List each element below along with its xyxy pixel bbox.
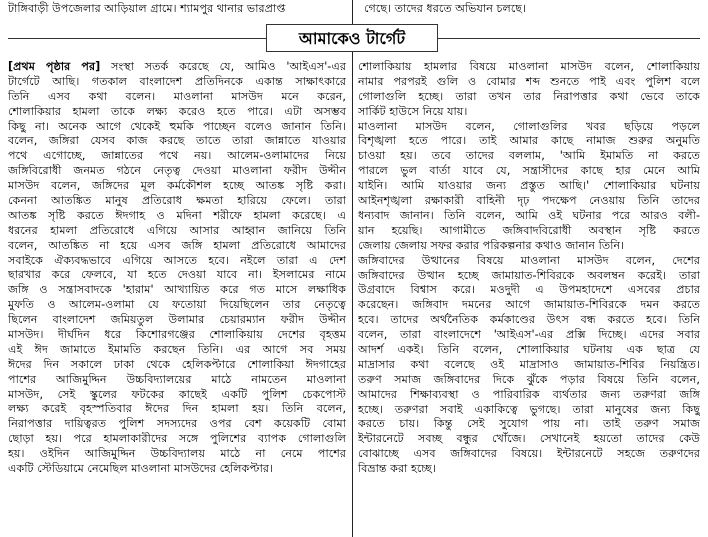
article-line: বিশৃঙ্খলা হতে পারে। তাই আমার কাছে নামাজ শুরুর অনুমতি [358, 134, 700, 148]
article-line: মুফতি ও আলেম-ওলামা যে ফতোয়া দিয়েছিলেন তার নেতৃত্বে [8, 298, 346, 312]
article-column-left [8, 60, 346, 532]
article-line: লক্ষ্য করেই বৃহস্পতিবার ঈদের দিন হামলা হয়। তিনি বলেন, [8, 402, 346, 416]
article-line: এই ঈদ জামাতে ইমামতি করছেন তিনি। এর আগে সব সময় [8, 342, 346, 356]
article-line-text: সংস্থা সতর্ক করেছে যে, আমিও 'আইএস'-এর [111, 60, 346, 73]
article-line: শোলাকিয়ার হামলা তাকে লক্ষ্য করেও হতে পারে। এটা অসম্ভব [8, 104, 346, 118]
headline-rule-right [438, 38, 700, 39]
article-line: আমাদের শিক্ষাব্যবস্থা ও পারিবারিক ব্যর্থতার জন্য তরুণরা জঙ্গি [358, 387, 700, 401]
article-line: নামার পরপরই গুলি ও বোমার শব্দ শুনতে পাই এবং পুলিশ বলে [358, 74, 700, 88]
article-line: টার্গেটে আছি। গতকাল বাংলাদেশ প্রতিদিনকে একান্ত সাক্ষাৎকারে [8, 74, 346, 88]
article-line: ইন্টারনেটে সবচ্ছ বন্ধুর খোঁজে। সেখানেই হয়তো তাদের কেউ [358, 432, 700, 446]
article-line: মাসউদ, সেই স্কুলের ফটকের কাছেই একটি পুলিশ চেকপোস্ট [8, 387, 346, 401]
top-strip-left-text: টাঙ্গিবাড়ী উপজেলার আড়িয়াল গ্রামে। শ্যামপুর থানার ভারপ্রাপ্ত [8, 2, 286, 15]
article-line: ধরনের হামলা প্রতিরোধে এগিয়ে আসার আহ্বান জানিয়ে তিনি [8, 223, 346, 237]
headline-band [0, 24, 708, 54]
article-line: তরুণ সমাজ জঙ্গিবাদের দিকে ঝুঁকে পড়ার বিষয়ে তিনি বলেন, [358, 372, 700, 386]
article-line: বলেন, জঙ্গিরা যেসব কাজ করছে তাতে তারা জান্নাতে যাওয়ার [8, 134, 346, 148]
article-line: নিরাপত্তার দায়িত্বরত পুলিশ সদস্যদের ওপর বেশ কয়েকটি বোমা [8, 417, 346, 431]
article-line: ছারখার করে ফেলবে, যা হতে দেওয়া যাবে না। ইসলামের নামে [8, 268, 346, 282]
previous-story-tail [8, 0, 700, 22]
article-line: পারলে ভুল বার্তা যাবে যে, সন্ত্রাসীদের কাছে হার মেনে আমি [358, 164, 700, 178]
article-column-right [358, 60, 700, 532]
article-line: পথে এগোচ্ছে, জান্নাতের পথে নয়। আলেম-ওলামাদের নিয়ে [8, 149, 346, 163]
article-line: হচ্ছে। তরুণরা সবাই একাকিত্বে ভুগছে। তারা মানুষের জন্য কিছু [358, 402, 700, 416]
article-line: হবে। তাদের অর্থনৈতিক কর্মকাণ্ডের উৎস বন্ধ করতে হবে। তিনি [358, 313, 700, 327]
article-line: ছোড়া হয়। পরে হামলাকারীদের সঙ্গে পুলিশের ব্যাপক গোলাগুলি [8, 432, 346, 446]
article-line: করেছেন। জঙ্গিবাদ দমনের আগে জামায়াত-শিবিরকে দমন করতে [358, 298, 700, 312]
article-line: সার্কিট হাউসে নিয়ে যায়। [358, 104, 468, 118]
article-line: বোঝাচ্ছে এসব জঙ্গিবাদের বিষয়ে। ইন্টারনেটে সহজে তরুণদের [358, 447, 700, 461]
article-line: ঈদের দিন সকালে ঢাকা থেকে হেলিকপ্টারে শোলাকিয়া ঈদগাহের [8, 357, 346, 371]
headline: আমাকেও টার্গেট [266, 24, 438, 52]
article-line: জঙ্গিবাদের উত্থানের বিষয়ে মাওলানা মাসউদ বলেন, দেশের [358, 253, 700, 267]
article-line: বিভ্রান্ত করা হচ্ছে। [358, 462, 436, 476]
article-line: মাওলানা মাসউদ বলেন, গোলাগুলির খবর ছড়িয়ে পড়লে [358, 119, 700, 133]
article-line: একটি স্টেডিয়ামে নেমেছিল মাওলানা মাসউদের হেলিকপ্টার। [8, 462, 273, 476]
article-line: আইনশৃঙ্খলা রক্ষাকারী বাহিনী দৃঢ় পদক্ষেপ নেওয়ায় তিনি তাদের [358, 194, 700, 208]
article-line: মাসউদ বলেন, জঙ্গিদের মূল কর্মকৌশল হচ্ছে আতঙ্ক সৃষ্টি করা। [8, 179, 346, 193]
article-line: হয়। ওইদিন আজিমুদ্দিন উচ্চবিদ্যালয় মাঠে না নেমে পাশের [8, 447, 346, 461]
top-strip-right-text: গেছে। তাদের ধরতে অভিযান চলছে। [364, 2, 527, 15]
article-line: আদর্শ একই। তিনি বলেন, শোলাকিয়ার ঘটনায় এক ছাত্র যে [358, 342, 700, 356]
article-line [8, 60, 346, 75]
article-line: ছিলেন বাংলাদেশ জমিয়তুল উলামার চেয়ারম্যান ফরীদ উদ্দীন [8, 313, 346, 327]
article-line: বলেন, তারা বাংলাদেশে 'আইএস'-এর প্রক্সি দিচ্ছে। এদের সবার [358, 328, 700, 342]
column-divider [352, 0, 353, 537]
article-line: য়ান হয়েছি। আগামীতে জঙ্গিবাদবিরোধী অবস্থান সৃষ্টি করতে [358, 223, 700, 237]
article-line: কিছু না। অনেক আগে থেকেই হুমকি পাচ্ছেন বলেও জানান তিনি। [8, 119, 346, 133]
article-line: কেননা আতঙ্কিত মানুষ প্রতিরোধ ক্ষমতা হারিয়ে ফেলে। তারা [8, 194, 346, 208]
article-line: যাইনি। আমি যাওয়ার জন্য প্রস্তুত আছি।' শোলাকিয়ার ঘটনায় [358, 179, 700, 193]
article-line: মাসউদ। দীর্ঘদিন ধরে কিশোরগঞ্জের শোলাকিয়ায় দেশের বৃহত্তম [8, 328, 346, 342]
article-line: বলেন, আতঙ্কিত না হয়ে এসব জঙ্গি হামলা প্রতিরোধে আমাদের [8, 238, 346, 252]
article-line: চাওয়া হয়। তবে তাদের বললাম, 'আমি ইমামতি না করতে [358, 149, 700, 163]
article-line: জেলায় জেলায় সফর করার পরিকল্পনার কথাও জানান তিনি। [358, 238, 625, 252]
article-line: শোলাকিয়ায় হামলার বিষয়ে মাওলানা মাসউদ বলেন, শোলাকিয়ায় [358, 60, 700, 73]
article-line: করতে চায়। কিন্তু সেই সুযোগ পায় না। তাই তরুণ সমাজ [358, 417, 700, 431]
headline-rule-left [8, 38, 266, 39]
article-line: আতঙ্ক সৃষ্টি করতে ঈদগাহ ও মদিনা শরীফে হামলা করেছে। এ [8, 208, 346, 222]
article-line: জঙ্গিবিরোধী জনমত গঠনে নেতৃত্ব দেওয়া মাওলানা ফরীদ উদ্দীন [8, 164, 346, 178]
article-line: গোলাগুলি হচ্ছে। তারা তখন তার নিরাপত্তার কথা ভেবে তাকে [358, 89, 700, 103]
article-line: তিনি এসব কথা বলেন। মাওলানা মাসউদ মনে করেন, [8, 89, 346, 103]
article-line: ধন্যবাদ জানান। তিনি বলেন, আমি ওই ঘটনার পরে আরও বলী- [358, 208, 700, 222]
article-line: জঙ্গি ও সন্ত্রাসবাদকে 'হারাম' আখ্যায়িত করে গত মাসে লক্ষাধিক [8, 283, 346, 297]
article-line: উগ্রবাদে বিশ্বাস করে। মওদুদী এ উপমহাদেশে এসবের প্রচার [358, 283, 700, 297]
article-line: পাশের আজিমুদ্দিন উচ্চবিদ্যালয়ের মাঠে নামতেন মাওলানা [8, 372, 346, 386]
article-line: সবাইকে ঐক্যবদ্ধভাবে এগিয়ে আসতে হবে। নইলে তারা এ দেশ [8, 253, 346, 267]
article-line: মাদ্রাসার কথা বলেছে ওই মাদ্রাসাও জামায়াত-শিবির নিয়ন্ত্রিত। [358, 357, 700, 371]
article-line: জঙ্গিবাদের উত্থান হচ্ছে জামায়াত-শিবিরকে অবলম্বন করেই। তারা [358, 268, 700, 282]
continuation-tag: [প্রথম পৃষ্ঠার পর] [8, 60, 101, 73]
